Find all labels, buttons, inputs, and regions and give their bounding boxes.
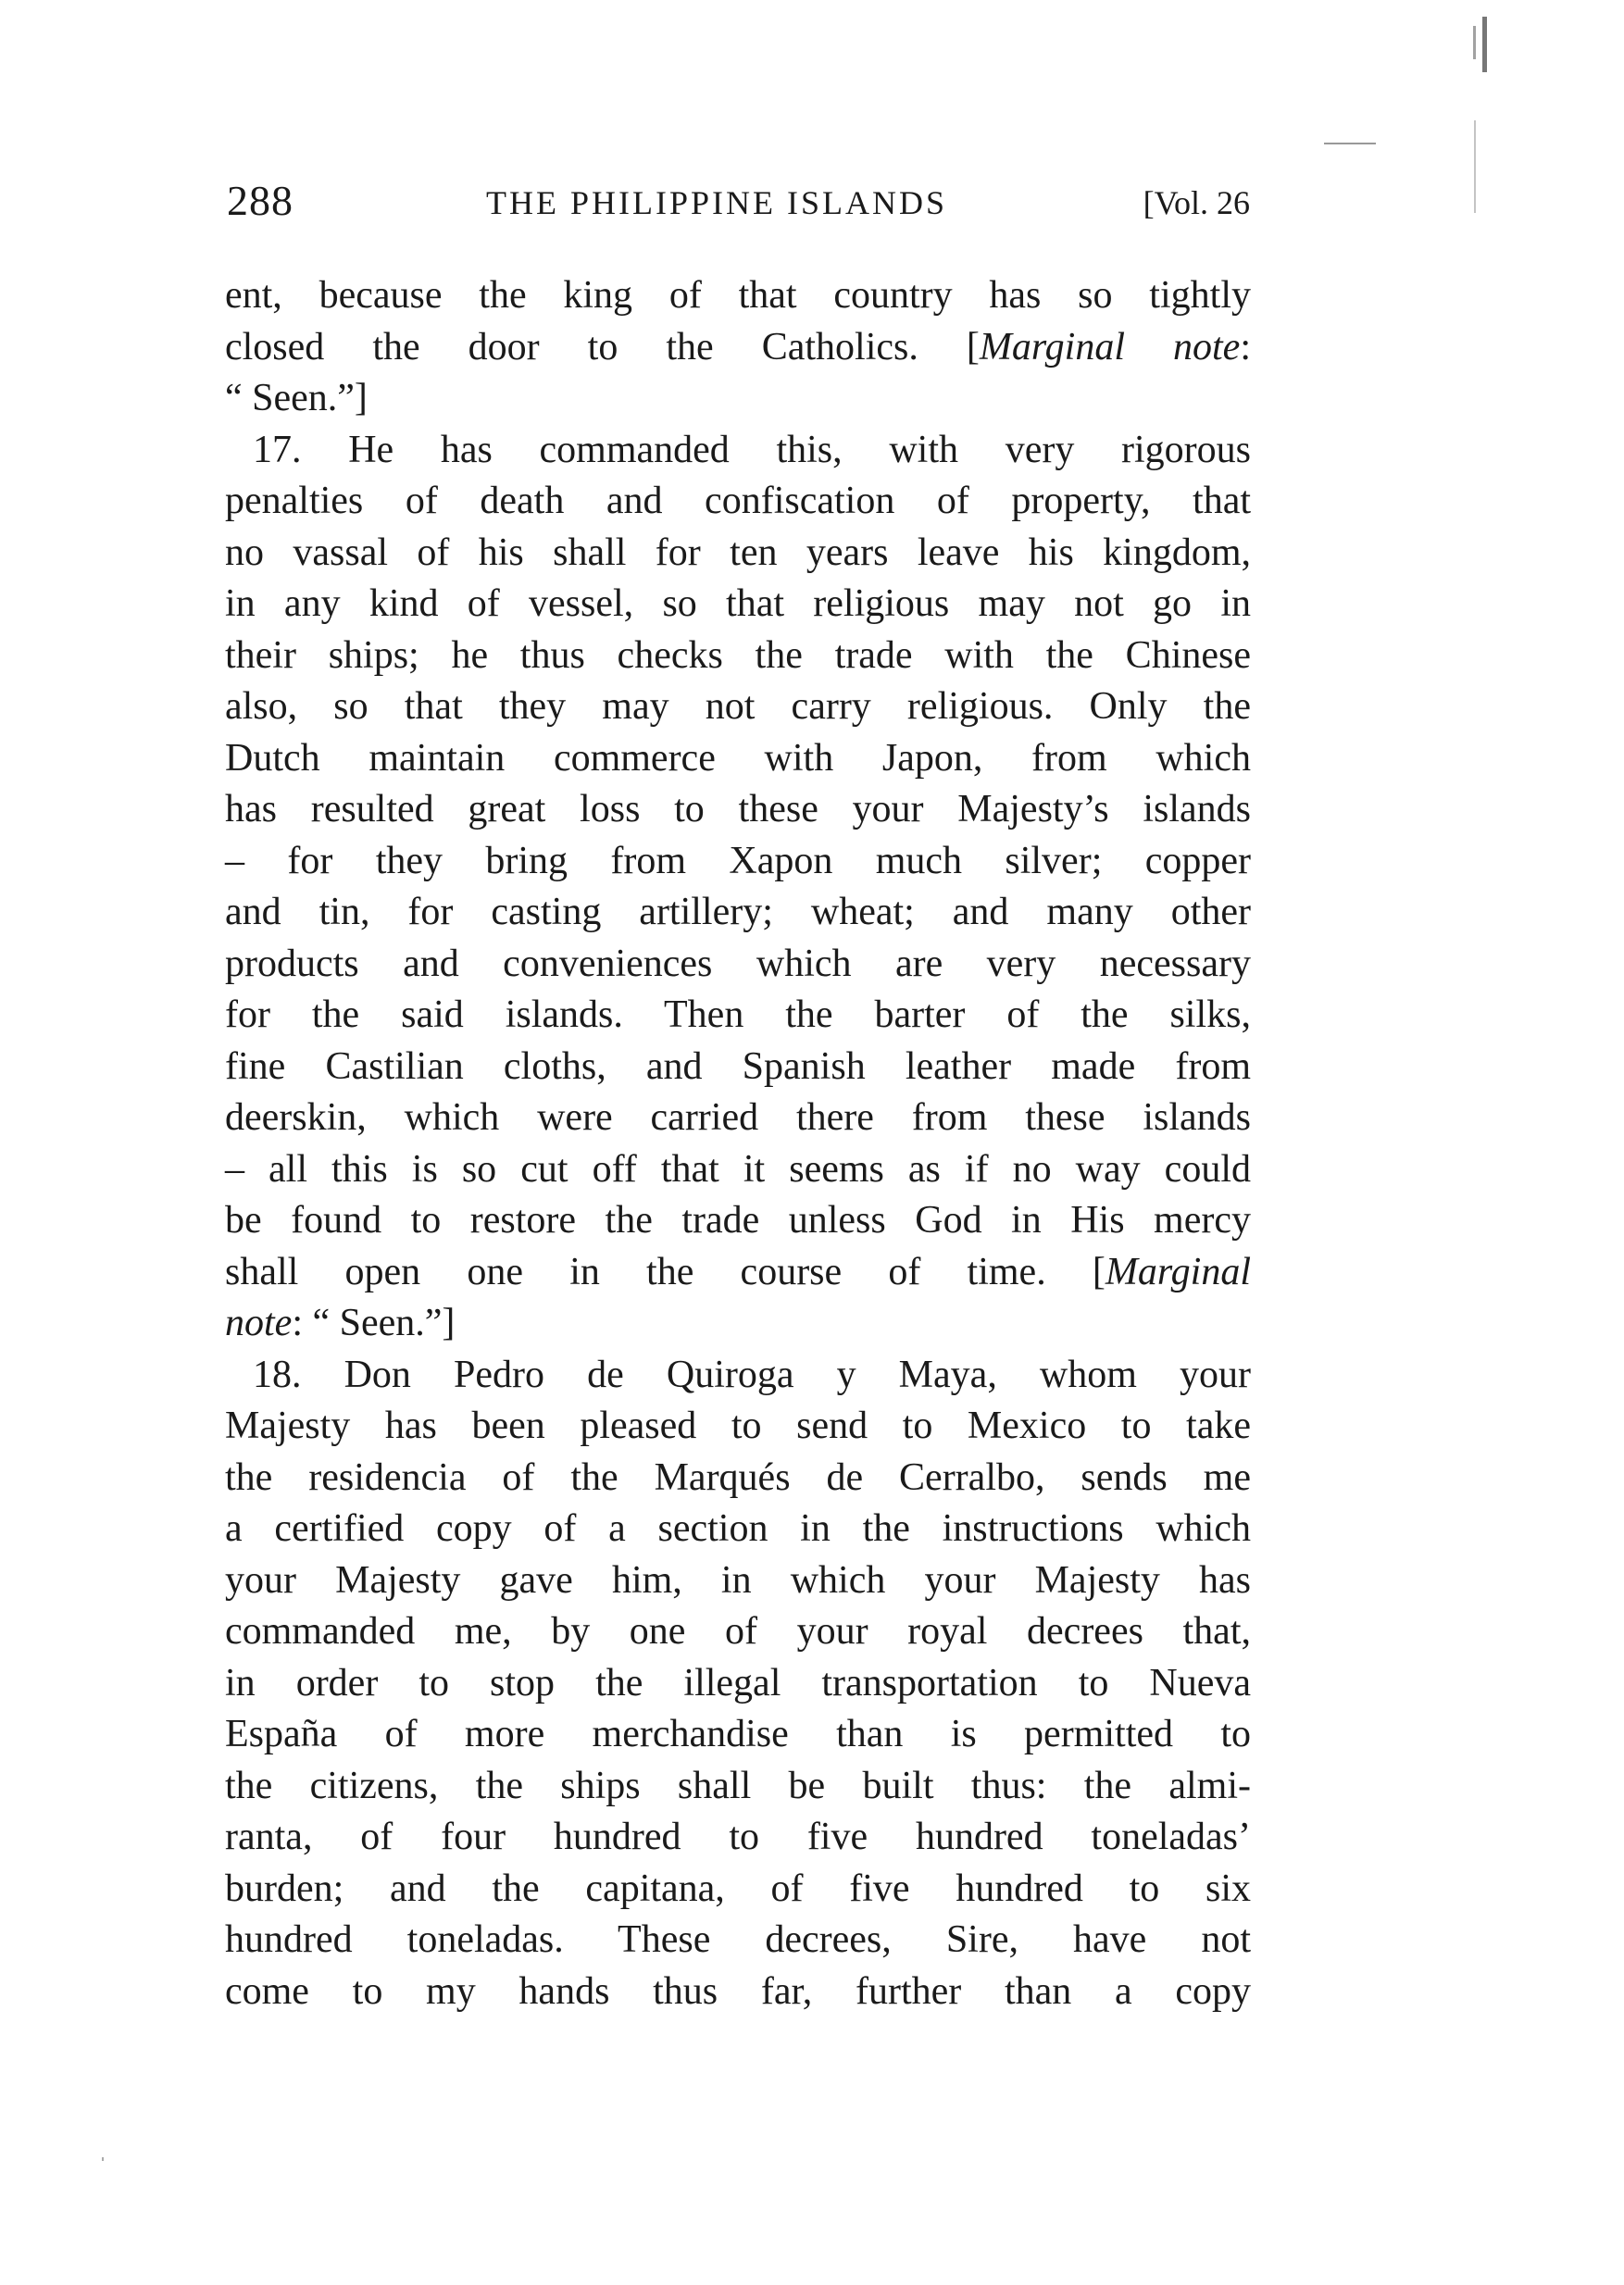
scan-edge-mark [1474, 120, 1476, 213]
text-line: commanded me, by one of your royal decrees that, [225, 1610, 1251, 1653]
body-text [225, 270, 1251, 2017]
text-line: Majesty has been pleased to send to Mexico to take [225, 1405, 1251, 1447]
text-line [225, 1247, 1251, 1299]
text-line: the residencia of the Marqués de Cerralbo, sends me [225, 1455, 1251, 1499]
text-line: ent, because the king of that country has so tightly [225, 274, 1251, 317]
text-line: the citizens, the ships shall be built thus: the almi- [225, 1764, 1251, 1807]
text-line: ranta, of four hundred to five hundred toneladas’ [225, 1816, 1251, 1858]
text-line: – for they bring from Xapon much silver; copper [225, 839, 1251, 882]
text-line [225, 1298, 1251, 1350]
text-line: for the said islands. Then the barter of the silks, [225, 993, 1251, 1036]
volume-label: [Vol. 26 [1143, 184, 1250, 221]
scan-dot-mark [102, 2157, 104, 2161]
italic-text: Marginal note [979, 325, 1241, 368]
scan-edge-mark [1473, 26, 1476, 59]
text-segment: : “ Seen.”] [292, 1302, 456, 1344]
text-line: España of more merchandise than is permitted to [225, 1713, 1251, 1755]
text-line: and tin, for casting artillery; wheat; and many other [225, 891, 1251, 933]
text-line: 18. Don Pedro de Quiroga y Maya, whom your [253, 1353, 1251, 1396]
text-line: – all this is so cut off that it seems as if no way could [225, 1147, 1251, 1191]
text-line: be found to restore the trade unless God in His mercy [225, 1199, 1251, 1242]
text-line: “ Seen.”] [225, 377, 368, 419]
text-line: no vassal of his shall for ten years leave his kingdom, [225, 531, 1251, 574]
text-line: has resulted great loss to these your Majesty’s islands [225, 788, 1251, 830]
scan-edge-mark [1482, 17, 1487, 72]
text-line: come to my hands thus far, further than a copy [225, 1969, 1251, 2013]
text-line: deerskin, which were carried there from these islands [225, 1096, 1251, 1139]
text-line: in order to stop the illegal transportation to Nueva [225, 1661, 1251, 1704]
running-header [227, 176, 1250, 231]
text-line: products and conveniences which are very necessary [225, 942, 1251, 985]
text-line: hundred toneladas. These decrees, Sire, have not [225, 1918, 1251, 1961]
text-line: burden; and the capitana, of five hundred to six [225, 1867, 1251, 1910]
text-line: Dutch maintain commerce with Japon, from which [225, 736, 1251, 780]
text-line: in any kind of vessel, so that religious may not go in [225, 582, 1251, 625]
running-title: THE PHILIPPINE ISLANDS [486, 184, 947, 221]
page-number: 288 [227, 177, 294, 224]
text-segment: shall open one in the course of time. [ [225, 1250, 1106, 1293]
text-line: your Majesty gave him, in which your Majesty has [225, 1558, 1251, 1602]
text-line: 17. He has commanded this, with very rigorous [253, 428, 1251, 471]
text-line: their ships; he thus checks the trade with the Chinese [225, 633, 1251, 677]
italic-text: Marginal [1105, 1250, 1251, 1293]
scan-dash-mark [1324, 143, 1376, 144]
text-segment: closed the door to the Catholics. [ [225, 325, 980, 368]
text-line: penalties of death and confiscation of property, that [225, 480, 1251, 522]
text-line: a certified copy of a section in the instructions which [225, 1507, 1251, 1550]
italic-text: note [225, 1302, 293, 1344]
text-segment: : [1240, 325, 1251, 368]
text-line [225, 322, 1251, 374]
text-line: also, so that they may not carry religious. Only the [225, 685, 1251, 728]
text-line: fine Castilian cloths, and Spanish leather made from [225, 1044, 1251, 1088]
